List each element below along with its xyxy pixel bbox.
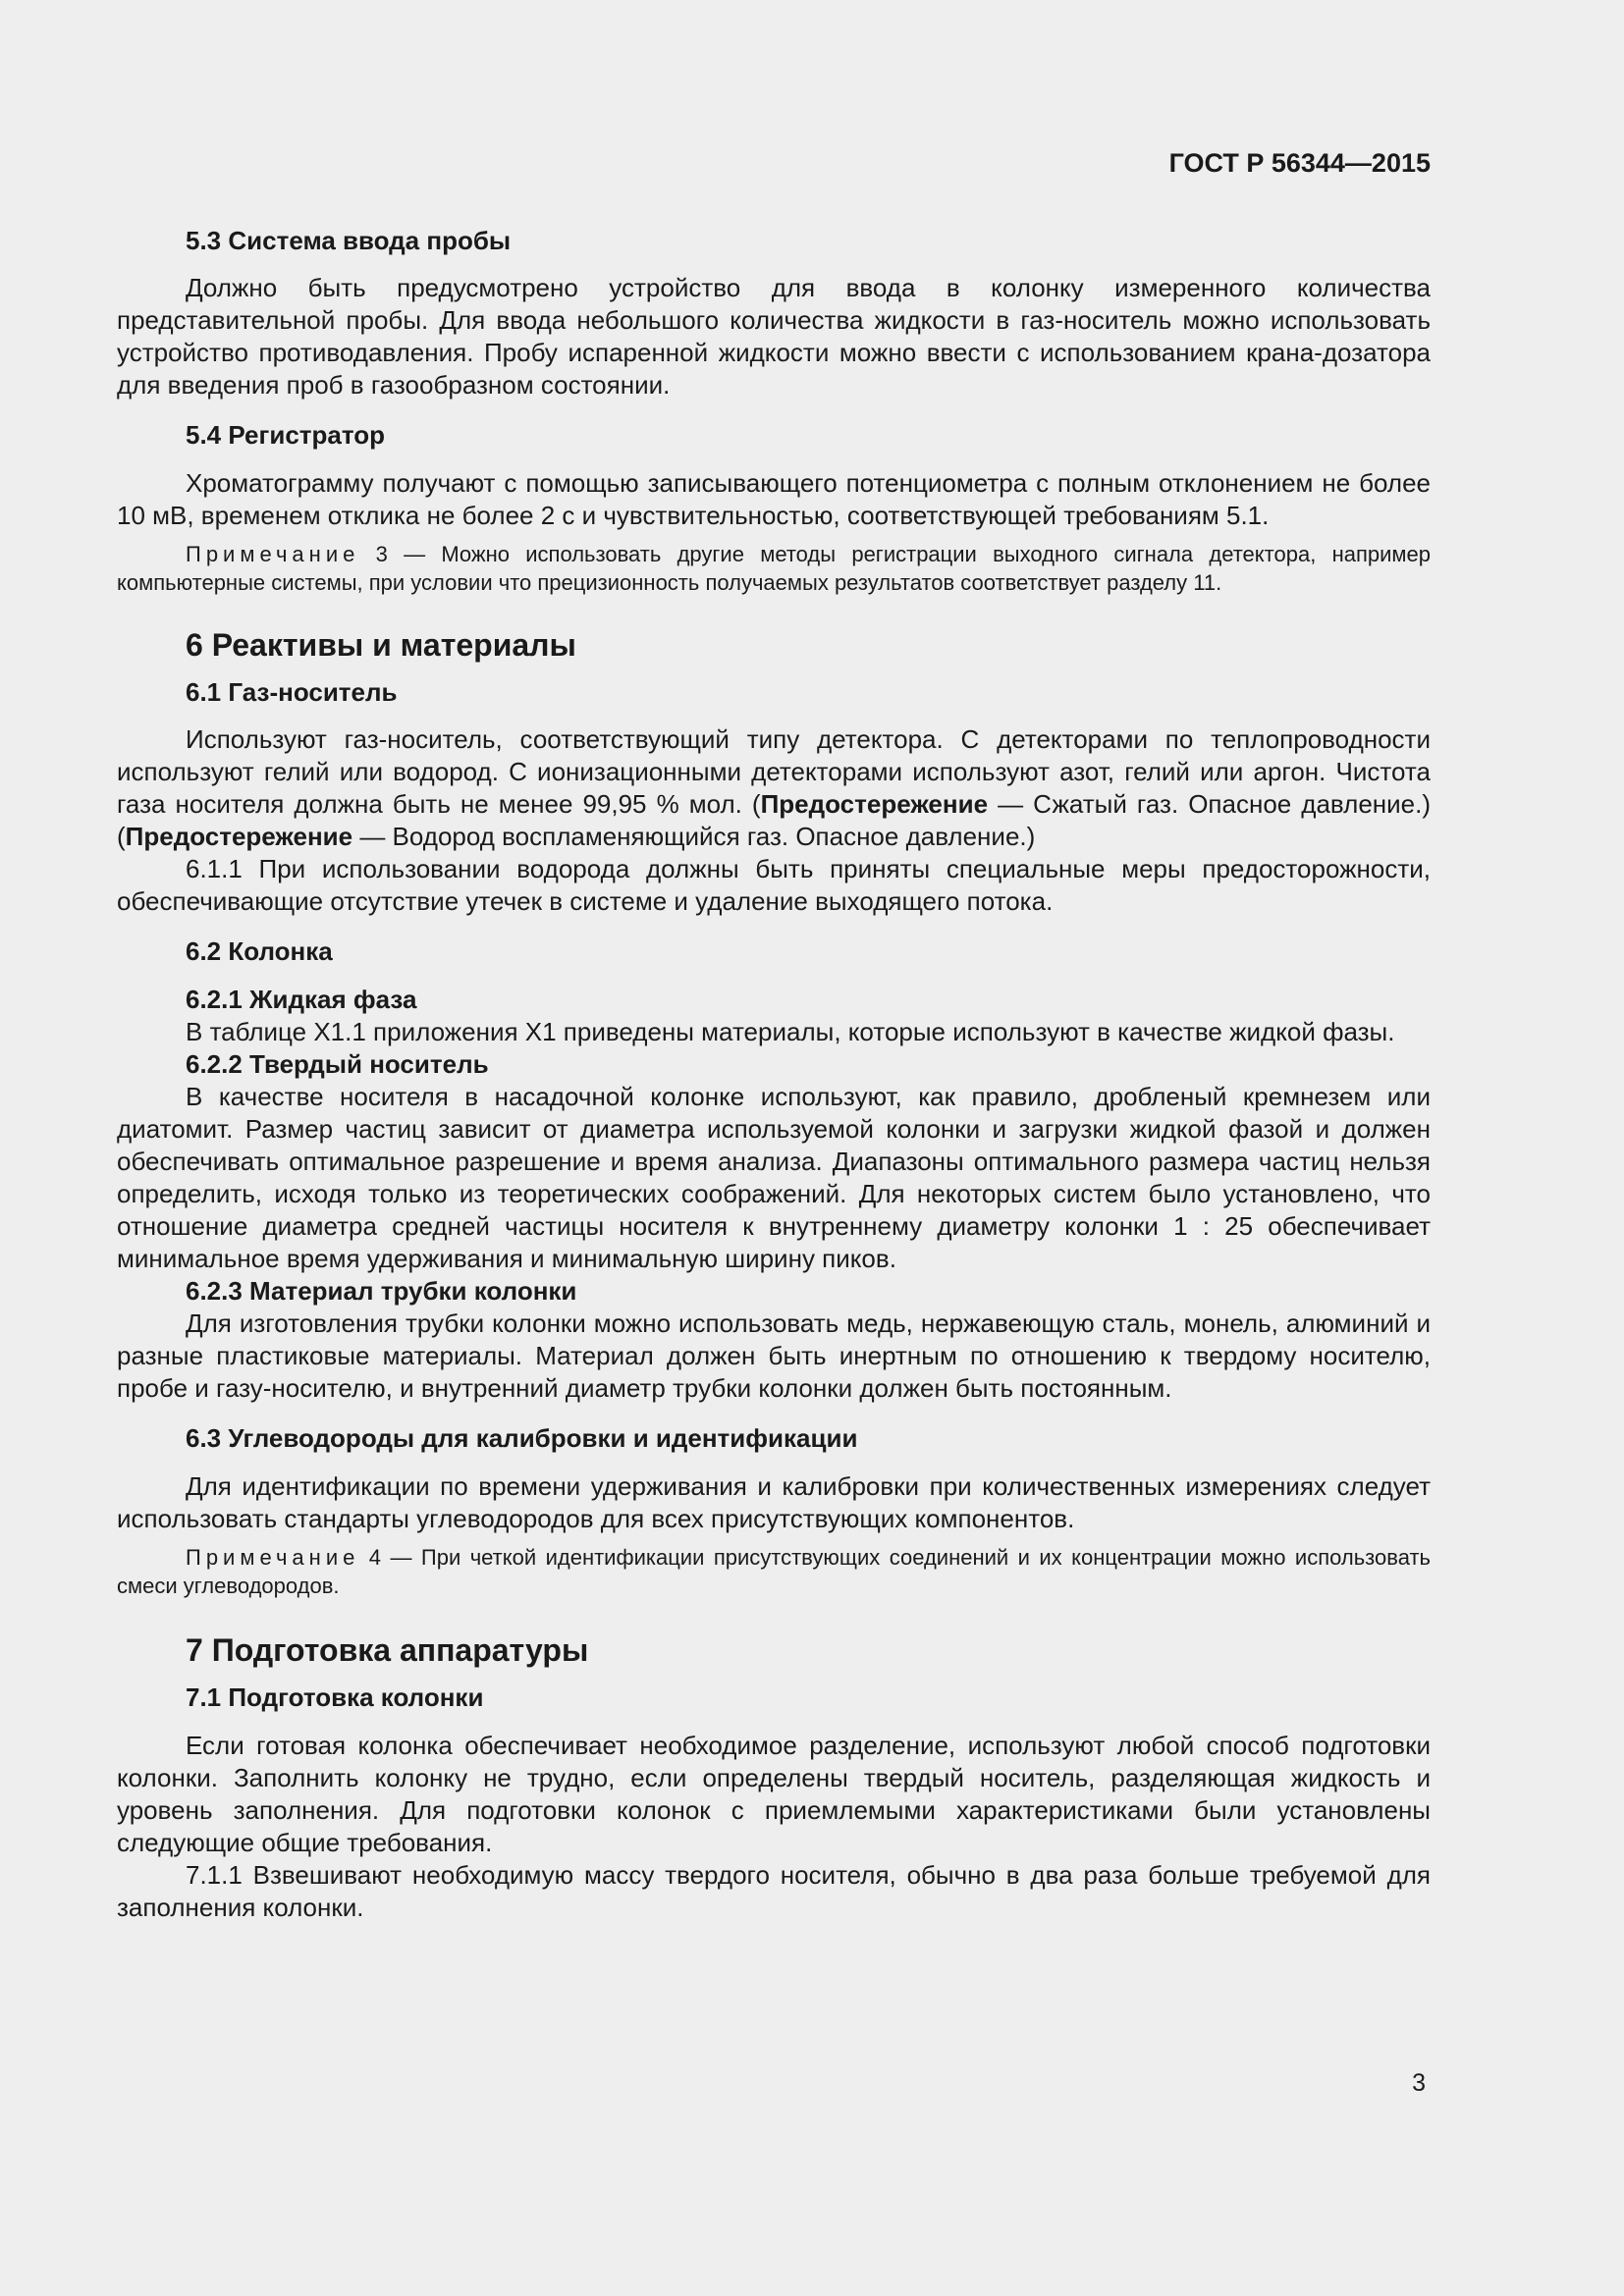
section-6-3-title: 6.3 Углеводороды для калибровки и идентификации [186,1423,858,1453]
note-4-label: Примечание [186,1545,360,1570]
note-4 [117,1543,1431,1600]
section-6-1-text [117,723,1431,853]
section-6-2-3-title: 6.2.3 Материал трубки колонки [186,1276,577,1306]
document-id: ГОСТ Р 56344—2015 [1168,148,1431,178]
note-3 [117,540,1431,597]
warning-label-2: Предостережение [125,822,353,851]
section-6-2-title: 6.2 Колонка [186,936,333,966]
section-6-1-1-text: 6.1.1 При использовании водорода должны быть приняты специальные меры предосторожности, обеспечивающие отсутствие утечек в системе и удаление выходящего потока. [117,854,1431,916]
warning-label-1: Предостережение [760,789,989,819]
section-5-3-title: 5.3 Система ввода пробы [186,226,512,255]
section-6-1-title: 6.1 Газ-носитель [186,677,398,707]
section-6-3-text: Для идентификации по времени удерживания и калибровки при количественных измерениях следует использовать стандарты углеводородов для всех присутствующих компонентов. [117,1471,1431,1533]
section-6-1-text-a: Используют газ-носитель, соответствующий типу детектора. С детекторами по теплопроводности используют гелий или водород. С ионизационными детекторами используют азот, гелий или аргон. Чистота газа носителя должна быть не менее 99,95 % мол. ( [117,724,1431,819]
section-6-title: 6 Реактивы и материалы [186,627,576,663]
section-7-1-text: Если готовая колонка обеспечивает необходимое разделение, используют любой способ подготовки колонки. Заполнить колонку не трудно, если определены твердый носитель, разделяющая жидкость и уровень заполнения. Для подготовки колонок с приемлемыми характеристиками были установлены следующие общие требования. [117,1731,1431,1857]
section-6-2-3-text: Для изготовления трубки колонки можно использовать медь, нержавеющую сталь, монель, алюминий и разные пластиковые материалы. Материал должен быть инертным по отношению к твердому носителю, пробе и газу-носителю, и внутренний диаметр трубки колонки должен быть постоянным. [117,1308,1431,1403]
section-6-2-2-text: В качестве носителя в насадочной колонке используют, как правило, дробленый кремнезем или диатомит. Размер частиц зависит от диаметра используемой колонки и загрузки жидкой фазой и должен обеспечивать оптимальное разрешение и время анализа. Диапазоны оптимального размера частиц нельзя определить, исходя только из теоретических соображений. Для некоторых систем было установлено, что отношение диаметра средней частицы носителя к внутреннему диаметру колонки 1 : 25 обеспечивает минимальное время удерживания и минимальную ширину пиков. [117,1082,1431,1273]
note-4-text: 4 — При четкой идентификации присутствующих соединений и их концентрации можно использовать смеси углеводородов. [117,1545,1431,1598]
section-5-4-title: 5.4 Регистратор [186,420,386,450]
section-6-2-2-title: 6.2.2 Твердый носитель [186,1049,489,1079]
document-body [117,0,1431,1924]
page-number: 3 [1412,2069,1426,2097]
section-7-1-1-text: 7.1.1 Взвешивают необходимую массу твердого носителя, обычно в два раза больше требуемой для заполнения колонки. [117,1860,1431,1922]
section-6-1-text-b: — Сжатый газ. Опасное давление.) ( [117,789,1431,851]
section-7-1-title: 7.1 Подготовка колонки [186,1682,484,1712]
section-6-2-1-title: 6.2.1 Жидкая фаза [186,985,417,1014]
section-7-title: 7 Подготовка аппаратуры [186,1632,589,1668]
note-3-text: 3 — Можно использовать другие методы регистрации выходного сигнала детектора, например компьютерные системы, при условии что прецизионность получаемых результатов соответствует разделу 11. [117,542,1431,595]
section-6-1-text-c: — Водород воспламеняющийся газ. Опасное давление.) [352,822,1036,851]
section-6-2-1-text: В таблице X1.1 приложения X1 приведены материалы, которые используют в качестве жидкой фазы. [186,1017,1395,1046]
section-5-3-text: Должно быть предусмотрено устройство для ввода в колонку измеренного количества представительной пробы. Для ввода небольшого количества жидкости в газ-носитель можно использовать устройство противодавления. Пробу испаренной жидкости можно ввести с использованием крана-дозатора для введения проб в газообразном состоянии. [117,273,1431,400]
section-5-4-text: Хроматограмму получают с помощью записывающего потенциометра с полным отклонением не более 10 мВ, временем отклика не более 2 с и чувствительностью, соответствующей требованиям 5.1. [117,468,1431,530]
note-3-label: Примечание [186,542,360,566]
